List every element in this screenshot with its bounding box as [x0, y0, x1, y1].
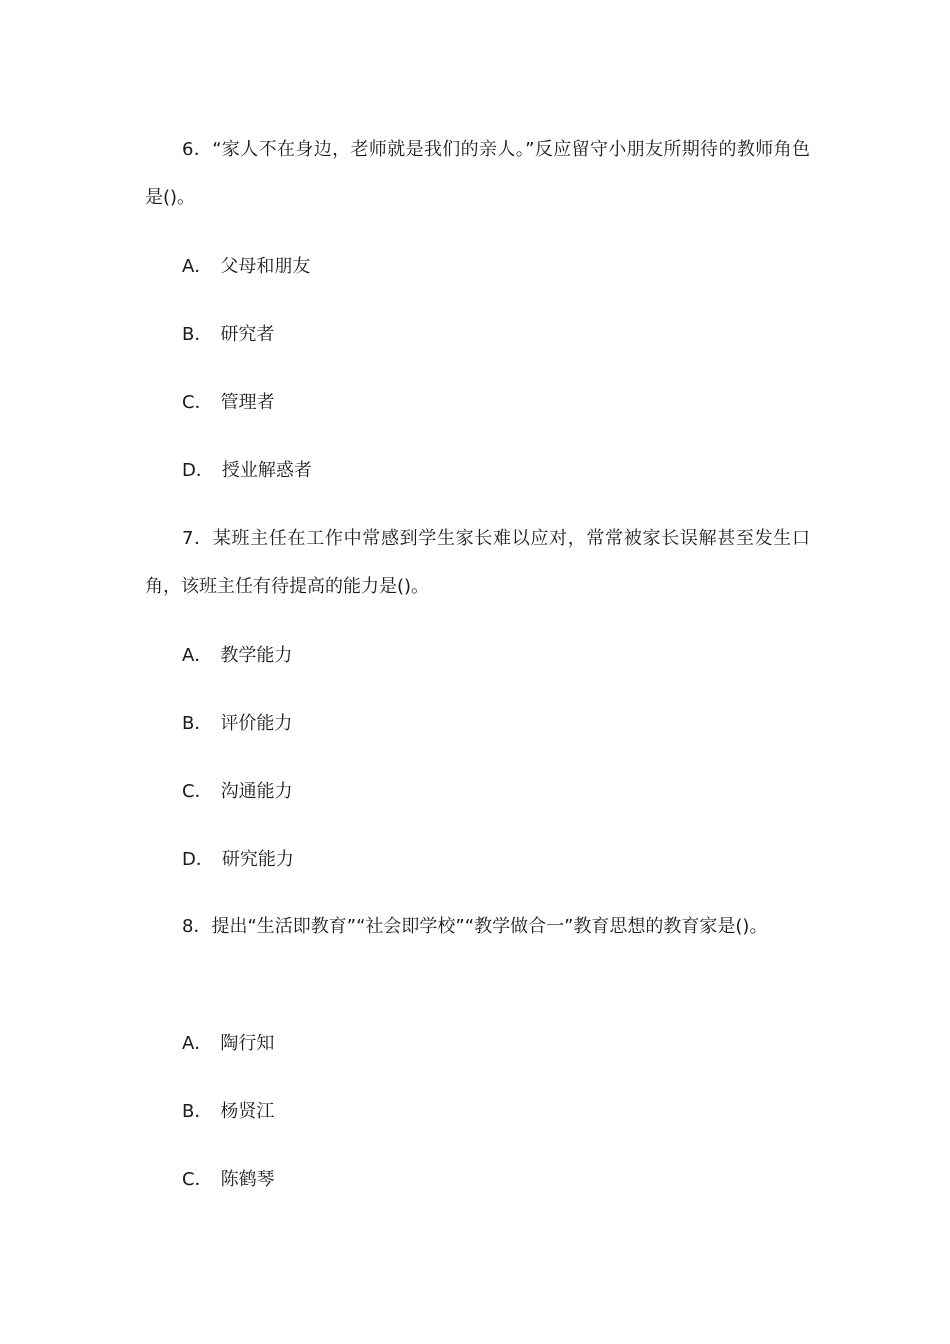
option-letter: B． [182, 1101, 213, 1122]
question-7-option-c [182, 780, 293, 804]
option-letter: A． [182, 645, 213, 666]
question-8-stem: 8．提出“生活即教育”“社会即学校”“教学做合一”教育思想的教育家是()。 [182, 916, 768, 937]
question-6-option-c [182, 391, 275, 415]
option-letter: B． [182, 324, 213, 345]
option-text: 教学能力 [220, 645, 293, 666]
option-letter: D． [182, 460, 214, 481]
question-6-option-d [182, 459, 312, 483]
option-letter: C． [182, 781, 213, 802]
option-text: 评价能力 [220, 713, 293, 734]
question-6-option-a [182, 255, 310, 279]
option-letter: C． [182, 1169, 213, 1190]
option-letter: D． [182, 849, 214, 870]
question-8-option-a [182, 1032, 274, 1056]
option-text: 授业解惑者 [221, 460, 312, 481]
question-6-option-b [182, 323, 274, 347]
question-7-option-a [182, 644, 292, 668]
option-text: 研究能力 [221, 849, 294, 870]
question-6-stem: 6．“家人不在身边，老师就是我们的亲人。”反应留守小朋友所期待的教师角色是()。 [145, 139, 810, 208]
option-letter: B． [182, 713, 213, 734]
option-text: 杨贤江 [220, 1101, 275, 1122]
option-text: 父母和朋友 [220, 256, 311, 277]
option-text: 管理者 [220, 392, 275, 413]
option-letter: A． [182, 1033, 213, 1054]
option-text: 陶行知 [220, 1033, 275, 1054]
option-letter: C． [182, 392, 213, 413]
question-8-option-c [182, 1168, 275, 1192]
question-7-option-d [182, 848, 294, 872]
option-text: 陈鹤琴 [220, 1169, 275, 1190]
option-text: 沟通能力 [220, 781, 293, 802]
option-text: 研究者 [220, 324, 275, 345]
question-8-option-b [182, 1100, 274, 1124]
question-7-stem: 7．某班主任在工作中常感到学生家长难以应对，常常被家长误解甚至发生口角，该班主任有待提高的能力是()。 [145, 528, 810, 597]
option-letter: A． [182, 256, 213, 277]
question-7-option-b [182, 712, 292, 736]
